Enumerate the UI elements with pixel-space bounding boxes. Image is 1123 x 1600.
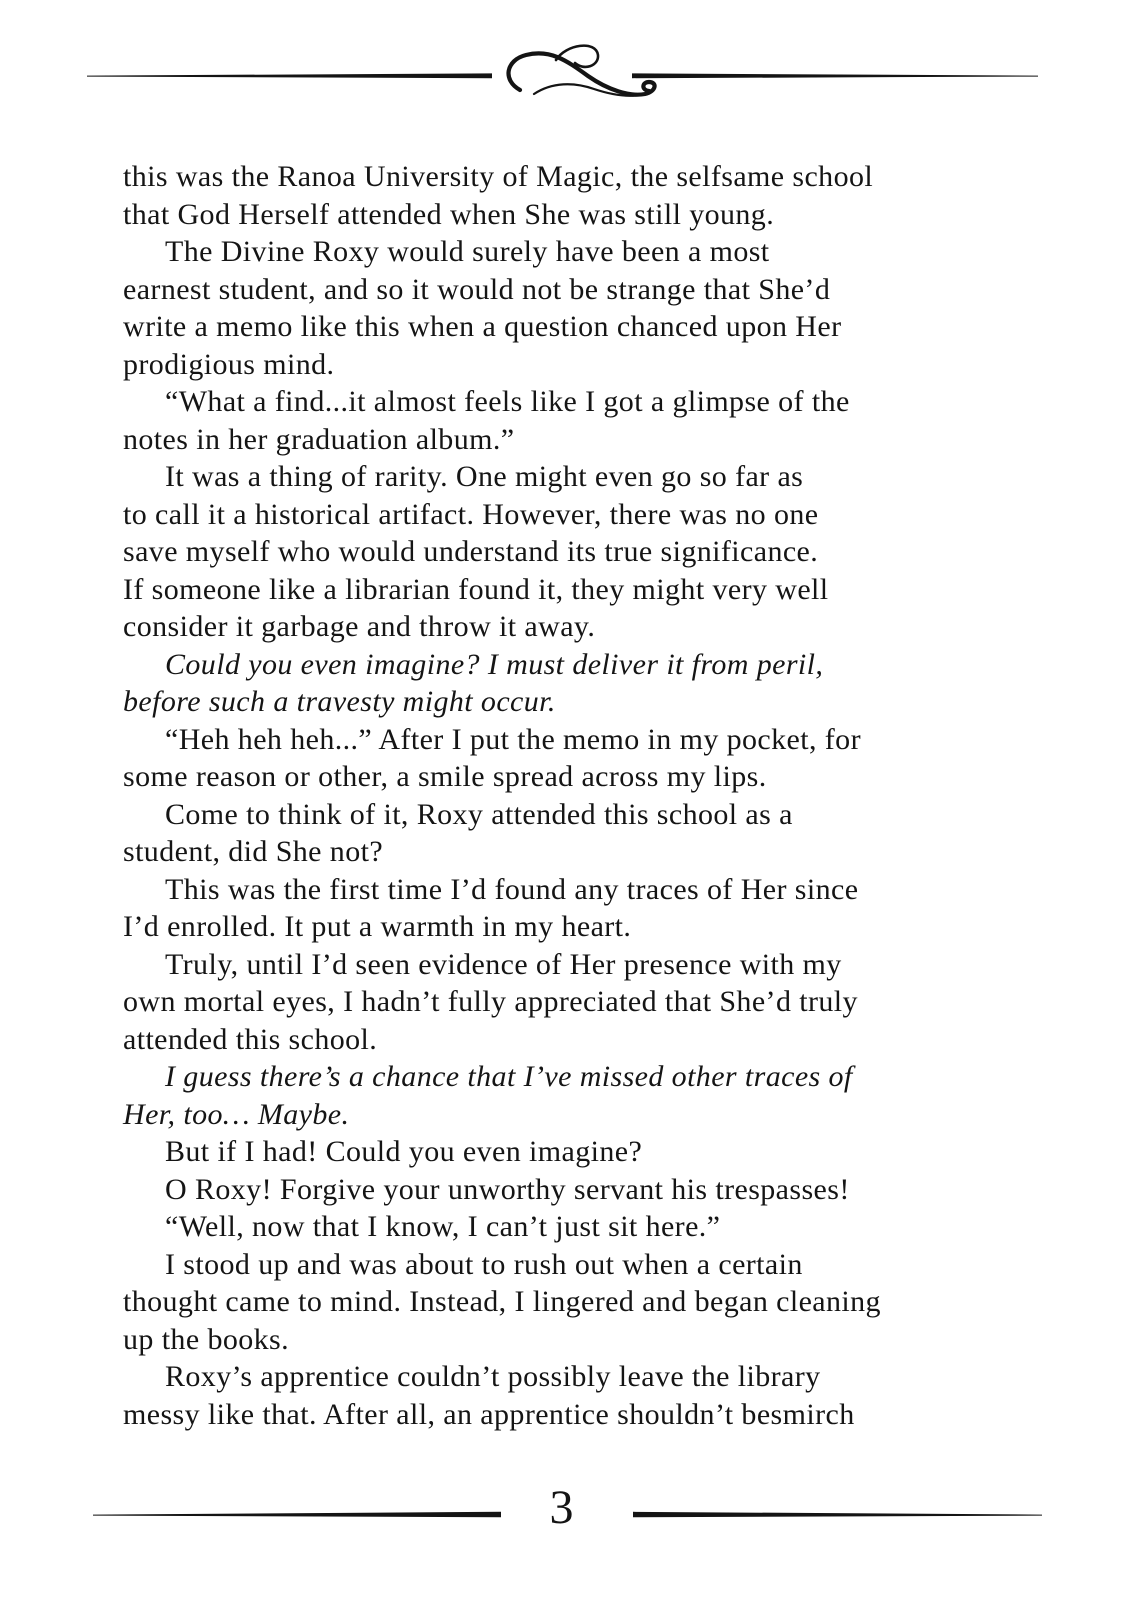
text-line: student, did She not?	[123, 835, 384, 868]
text-line: Truly, until I’d seen evidence of Her presence with my	[165, 947, 842, 981]
text-line: this was the Ranoa University of Magic, the selfsame school	[123, 160, 874, 193]
text-line: O Roxy! Forgive your unworthy servant his trespasses!	[165, 1172, 850, 1206]
text-line: some reason or other, a smile spread across my lips.	[123, 760, 767, 793]
text-line: I guess there’s a chance that I’ve missed other traces of	[165, 1060, 853, 1093]
text-line: Could you even imagine? I must deliver it from peril,	[165, 647, 824, 681]
text-line: prodigious mind.	[123, 347, 335, 381]
text-line: If someone like a librarian found it, they might very well	[123, 572, 829, 606]
text-line: I stood up and was about to rush out when a certain	[165, 1247, 803, 1281]
text-line: up the books.	[123, 1322, 290, 1356]
text-line: Come to think of it, Roxy attended this school as a	[165, 797, 793, 831]
text-line: own mortal eyes, I hadn’t fully appreciated that She’d truly	[123, 985, 858, 1018]
text-line: But if I had! Could you even imagine?	[165, 1135, 643, 1168]
text-line: consider it garbage and throw it away.	[123, 610, 596, 643]
text-line: It was a thing of rarity. One might even go so far as	[165, 460, 804, 493]
text-line: attended this school.	[123, 1022, 378, 1056]
text-line: I’d enrolled. It put a warmth in my heart.	[123, 910, 632, 943]
text-line: Roxy’s apprentice couldn’t possibly leave the library	[165, 1360, 821, 1393]
divider-flourish-icon	[0, 0, 1123, 160]
body-text	[123, 158, 1043, 1433]
text-line: “Heh heh heh...” After I put the memo in my pocket, for	[165, 722, 861, 756]
text-line: write a memo like this when a question chanced upon Her	[123, 310, 842, 343]
text-line: messy like that. After all, an apprentice shouldn’t besmirch	[123, 1397, 855, 1431]
text-line: earnest student, and so it would not be strange that She’d	[123, 272, 831, 306]
text-line: The Divine Roxy would surely have been a most	[165, 235, 770, 268]
text-line: to call it a historical artifact. However, there was no one	[123, 497, 819, 531]
text-line: “What a find...it almost feels like I got a glimpse of the	[165, 385, 850, 418]
text-line: save myself who would understand its true significance.	[123, 535, 819, 568]
text-line: This was the first time I’d found any traces of Her since	[165, 872, 859, 906]
text-line: “Well, now that I know, I can’t just sit here.”	[165, 1210, 721, 1243]
page-number: 3	[549, 1481, 574, 1534]
header-divider	[0, 0, 1123, 160]
text-line: Her, too… Maybe.	[123, 1097, 350, 1131]
text-line: that God Herself attended when She was still young.	[123, 197, 775, 231]
text-line: thought came to mind. Instead, I lingered and began cleaning	[123, 1285, 881, 1318]
text-line: before such a travesty might occur.	[123, 685, 556, 718]
text-line: notes in her graduation album.”	[123, 422, 515, 456]
